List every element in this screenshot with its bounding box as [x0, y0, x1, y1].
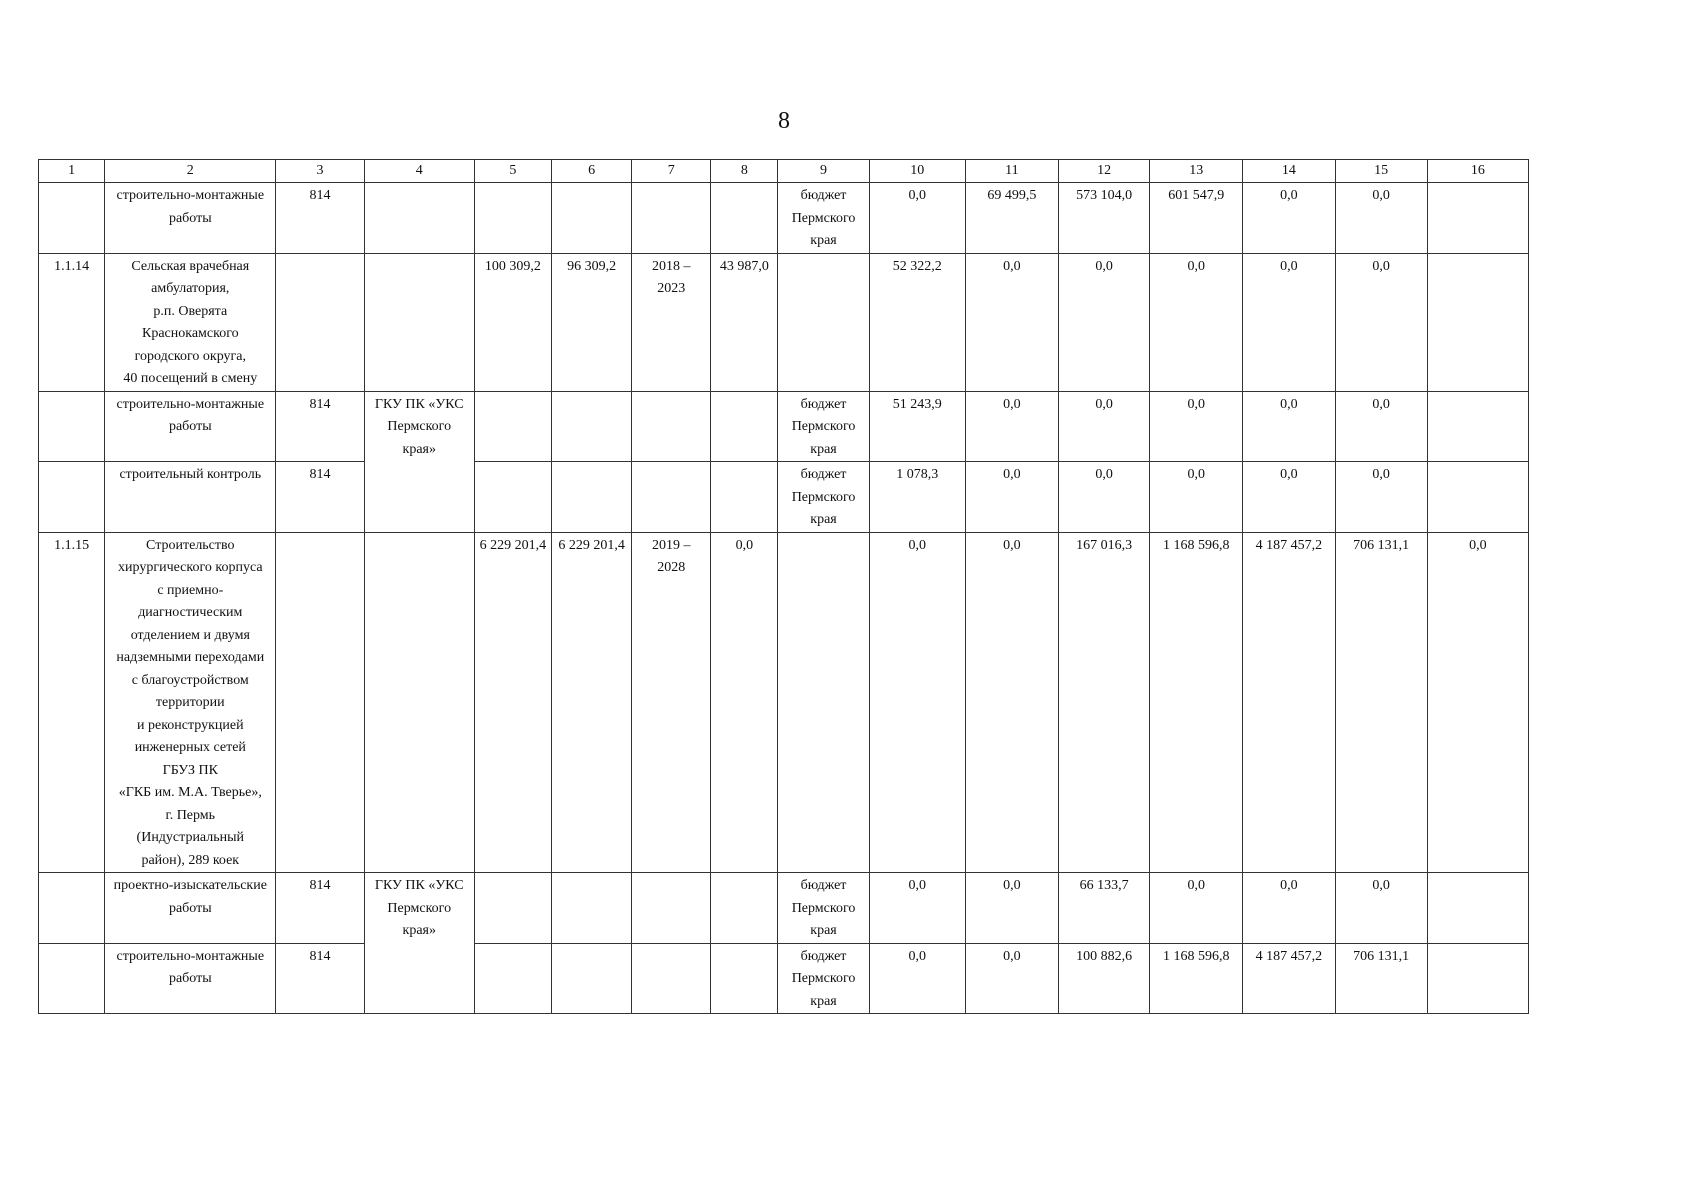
column-number-5: 5	[474, 160, 551, 183]
value-cell: 0,0	[1243, 391, 1335, 462]
value-cell: 0,0	[1058, 253, 1149, 391]
cost-cell	[474, 873, 551, 944]
value-cell: 0,0	[1150, 462, 1243, 533]
work-type-cell: строительно-монтажные работы	[105, 391, 276, 462]
table-row	[39, 253, 1529, 391]
cost-cell	[474, 943, 551, 1014]
customer-cell: ГКУ ПК «УКС Пермского края»	[364, 873, 474, 1014]
column-number-9: 9	[778, 160, 869, 183]
value-cell: 0,0	[1427, 532, 1528, 873]
cost-cell	[474, 391, 551, 462]
period-cell: 2019 – 2028	[632, 532, 711, 873]
row-number-cell	[39, 943, 105, 1014]
column-number-12: 12	[1058, 160, 1149, 183]
table-row	[39, 183, 1529, 254]
work-type-cell: строительный контроль	[105, 462, 276, 533]
budget-table	[38, 159, 1529, 1014]
value-cell: 0,0	[965, 462, 1058, 533]
value-cell: 0,0	[1150, 391, 1243, 462]
column-number-2: 2	[105, 160, 276, 183]
code-cell: 814	[276, 873, 364, 944]
column-number-15: 15	[1335, 160, 1427, 183]
table-row	[39, 873, 1529, 944]
funding-source-cell: бюджет Пермского края	[778, 873, 869, 944]
value-cell: 52 322,2	[869, 253, 965, 391]
value-cell: 0,0	[1058, 391, 1149, 462]
value-cell	[1427, 462, 1528, 533]
row-number-cell: 1.1.14	[39, 253, 105, 391]
object-name-cell: Строительство хирургического корпуса с приемно- диагностическим отделением и двумя надземными переходами с благоустройством территории и реконструкцией инженерных сетей ГБУЗ ПК «ГКБ им. М.А. Тверье», г. Пермь (Индустриальный район), 289 коек	[105, 532, 276, 873]
cost-cell	[552, 943, 632, 1014]
cost-cell	[552, 873, 632, 944]
column-number-7: 7	[632, 160, 711, 183]
value-cell	[1427, 943, 1528, 1014]
funding-source-cell: бюджет Пермского края	[778, 943, 869, 1014]
value-cell: 706 131,1	[1335, 943, 1427, 1014]
value-cell	[711, 943, 778, 1014]
value-cell: 167 016,3	[1058, 532, 1149, 873]
value-cell: 66 133,7	[1058, 873, 1149, 944]
cost-cell: 6 229 201,4	[474, 532, 551, 873]
cost-cell	[474, 183, 551, 254]
column-number-14: 14	[1243, 160, 1335, 183]
value-cell: 573 104,0	[1058, 183, 1149, 254]
row-number-cell: 1.1.15	[39, 532, 105, 873]
value-cell: 4 187 457,2	[1243, 532, 1335, 873]
value-cell: 0,0	[1335, 183, 1427, 254]
row-number-cell	[39, 873, 105, 944]
value-cell: 601 547,9	[1150, 183, 1243, 254]
cost-cell: 6 229 201,4	[552, 532, 632, 873]
value-cell: 0,0	[1243, 462, 1335, 533]
cost-cell	[552, 183, 632, 254]
period-cell	[632, 462, 711, 533]
column-number-6: 6	[552, 160, 632, 183]
code-cell: 814	[276, 462, 364, 533]
cost-cell: 100 309,2	[474, 253, 551, 391]
value-cell	[711, 873, 778, 944]
period-cell	[632, 873, 711, 944]
column-number-11: 11	[965, 160, 1058, 183]
column-number-16: 16	[1427, 160, 1528, 183]
value-cell: 0,0	[965, 532, 1058, 873]
customer-cell	[364, 532, 474, 873]
value-cell: 0,0	[1335, 462, 1427, 533]
value-cell: 43 987,0	[711, 253, 778, 391]
value-cell: 0,0	[965, 873, 1058, 944]
value-cell: 0,0	[869, 532, 965, 873]
funding-source-cell: бюджет Пермского края	[778, 391, 869, 462]
funding-source-cell	[778, 253, 869, 391]
value-cell: 69 499,5	[965, 183, 1058, 254]
value-cell: 100 882,6	[1058, 943, 1149, 1014]
value-cell: 0,0	[1335, 873, 1427, 944]
table-row	[39, 462, 1529, 533]
value-cell: 0,0	[869, 873, 965, 944]
value-cell: 0,0	[1058, 462, 1149, 533]
value-cell: 51 243,9	[869, 391, 965, 462]
row-number-cell	[39, 183, 105, 254]
value-cell: 0,0	[869, 183, 965, 254]
value-cell: 0,0	[965, 391, 1058, 462]
work-type-cell: строительно-монтажные работы	[105, 943, 276, 1014]
funding-source-cell: бюджет Пермского края	[778, 462, 869, 533]
funding-source-cell: бюджет Пермского края	[778, 183, 869, 254]
cost-cell	[474, 462, 551, 533]
code-cell	[276, 532, 364, 873]
code-cell	[276, 253, 364, 391]
funding-source-cell	[778, 532, 869, 873]
value-cell: 0,0	[1243, 873, 1335, 944]
page-number: 8	[778, 108, 790, 134]
customer-cell	[364, 183, 474, 254]
value-cell: 0,0	[965, 253, 1058, 391]
table-row	[39, 943, 1529, 1014]
value-cell	[1427, 873, 1528, 944]
column-number-4: 4	[364, 160, 474, 183]
row-number-cell	[39, 391, 105, 462]
row-number-cell	[39, 462, 105, 533]
period-cell	[632, 943, 711, 1014]
period-cell	[632, 391, 711, 462]
value-cell: 0,0	[1150, 253, 1243, 391]
customer-cell	[364, 253, 474, 391]
column-number-10: 10	[869, 160, 965, 183]
period-cell: 2018 – 2023	[632, 253, 711, 391]
value-cell: 0,0	[711, 532, 778, 873]
value-cell: 0,0	[1335, 253, 1427, 391]
value-cell	[711, 391, 778, 462]
value-cell: 0,0	[1243, 253, 1335, 391]
table-row	[39, 391, 1529, 462]
column-number-1: 1	[39, 160, 105, 183]
work-type-cell: проектно-изыскательские работы	[105, 873, 276, 944]
value-cell	[1427, 183, 1528, 254]
value-cell: 706 131,1	[1335, 532, 1427, 873]
column-number-3: 3	[276, 160, 364, 183]
value-cell: 0,0	[1335, 391, 1427, 462]
value-cell: 1 078,3	[869, 462, 965, 533]
value-cell: 0,0	[1150, 873, 1243, 944]
value-cell: 1 168 596,8	[1150, 943, 1243, 1014]
value-cell	[711, 183, 778, 254]
customer-cell: ГКУ ПК «УКС Пермского края»	[364, 391, 474, 532]
value-cell	[711, 462, 778, 533]
code-cell: 814	[276, 391, 364, 462]
value-cell: 1 168 596,8	[1150, 532, 1243, 873]
code-cell: 814	[276, 943, 364, 1014]
cost-cell	[552, 462, 632, 533]
period-cell	[632, 183, 711, 254]
work-type-cell: строительно-монтажные работы	[105, 183, 276, 254]
value-cell: 0,0	[965, 943, 1058, 1014]
column-number-8: 8	[711, 160, 778, 183]
cost-cell	[552, 391, 632, 462]
value-cell: 4 187 457,2	[1243, 943, 1335, 1014]
object-name-cell: Сельская врачебная амбулатория, р.п. Оверята Краснокамского городского округа, 40 посещений в смену	[105, 253, 276, 391]
table-header-row	[39, 160, 1529, 183]
value-cell: 0,0	[1243, 183, 1335, 254]
value-cell	[1427, 253, 1528, 391]
cost-cell: 96 309,2	[552, 253, 632, 391]
value-cell: 0,0	[869, 943, 965, 1014]
table-row	[39, 532, 1529, 873]
value-cell	[1427, 391, 1528, 462]
column-number-13: 13	[1150, 160, 1243, 183]
code-cell: 814	[276, 183, 364, 254]
